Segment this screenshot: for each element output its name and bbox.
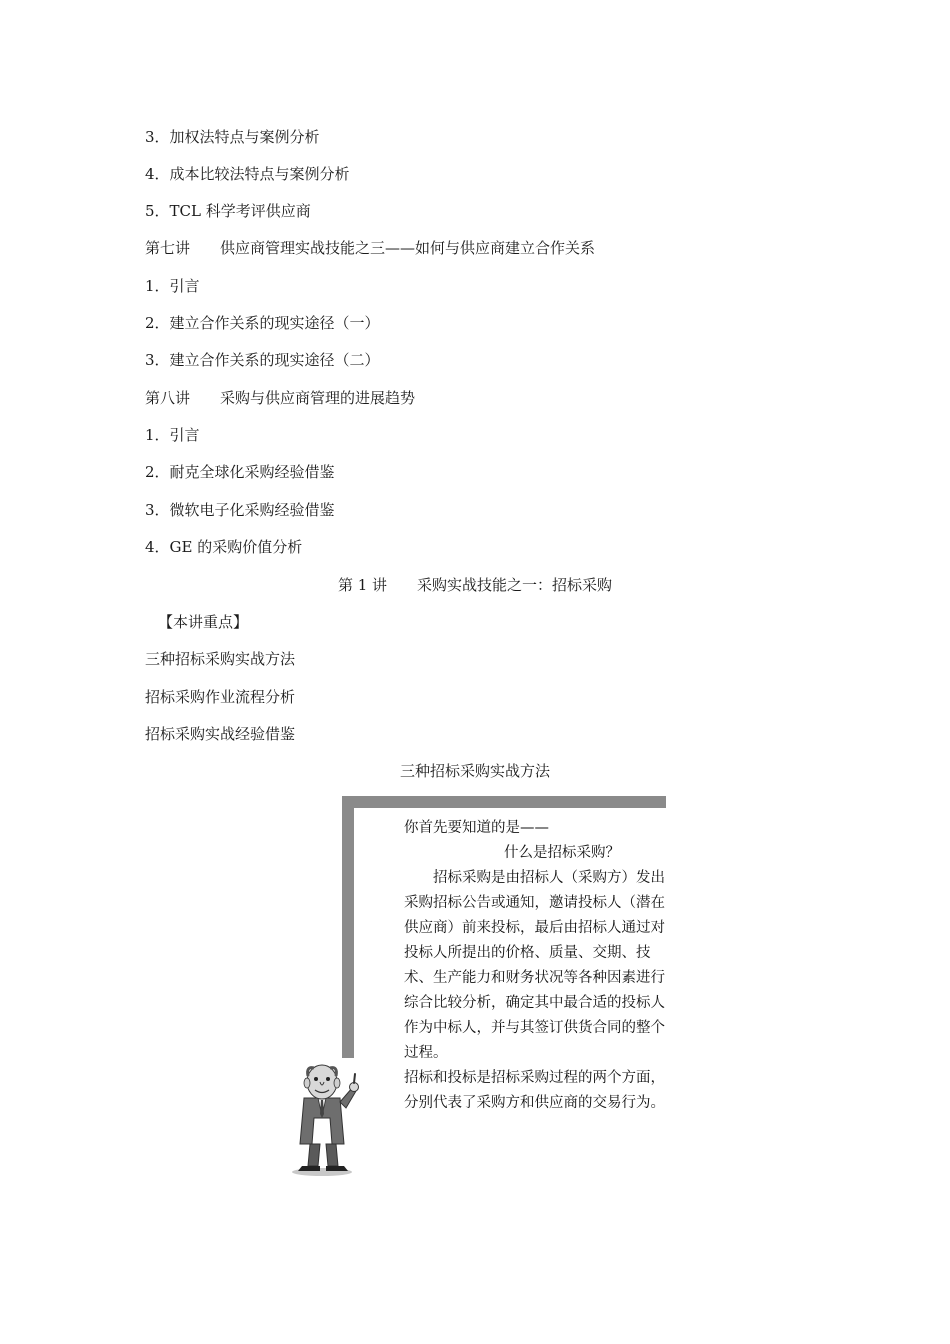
figure-definition: 招标采购是由招标人（采购方）发出采购招标公告或通知，邀请投标人（潜在供应商）前来投标，最后由招标人通过对投标人所提出的价格、质量、交期、技术、生产能力和财务状况等各种因素进行综合比较分析，确定其中最合适的投标人作为中标人，并与其签订供货合同的整个过程。 xyxy=(404,870,665,1061)
presenter-man-icon xyxy=(282,1058,362,1176)
lecture-8-item: 1．引言 xyxy=(145,426,200,444)
key-point-item: 招标采购实战经验借鉴 xyxy=(145,725,296,743)
lecture-7-item: 3．建立合作关系的现实途径（二） xyxy=(145,351,380,369)
figure-text xyxy=(404,816,666,1116)
toc-item-cost-comparison: 4．成本比较法特点与案例分析 xyxy=(145,165,350,183)
frame-bar-left xyxy=(342,796,354,1058)
lecture-8-title: 第八讲 采购与供应商管理的进展趋势 xyxy=(145,389,416,407)
key-point-item: 三种招标采购实战方法 xyxy=(145,650,296,668)
figure-intro: 你首先要知道的是—— xyxy=(404,820,549,836)
lecture-7-item: 2．建立合作关系的现实途径（一） xyxy=(145,314,380,332)
section-title: 三种招标采购实战方法 xyxy=(399,762,550,780)
lecture-7-item: 1．引言 xyxy=(145,277,200,295)
frame-bar-top xyxy=(342,796,666,808)
lecture-7-title: 第七讲 供应商管理实战技能之三——如何与供应商建立合作关系 xyxy=(145,239,596,257)
toc-item-tcl: 5．TCL 科学考评供应商 xyxy=(145,202,311,220)
key-points-heading: 【本讲重点】 xyxy=(158,613,249,631)
lecture-8-item: 3．微软电子化采购经验借鉴 xyxy=(145,501,335,519)
toc-item-weighted-method: 3．加权法特点与案例分析 xyxy=(145,128,320,146)
figure-summary: 招标和投标是招标采购过程的两个方面，分别代表了采购方和供应商的交易行为。 xyxy=(404,1070,665,1111)
tendering-definition-figure xyxy=(280,796,670,1182)
key-point-item: 招标采购作业流程分析 xyxy=(145,688,296,706)
lecture-1-title: 第 1 讲 采购实战技能之一：招标采购 xyxy=(337,576,613,594)
lecture-8-item: 2．耐克全球化采购经验借鉴 xyxy=(145,463,335,481)
figure-question: 什么是招标采购？ xyxy=(504,845,620,861)
lecture-8-item: 4．GE 的采购价值分析 xyxy=(145,538,303,556)
